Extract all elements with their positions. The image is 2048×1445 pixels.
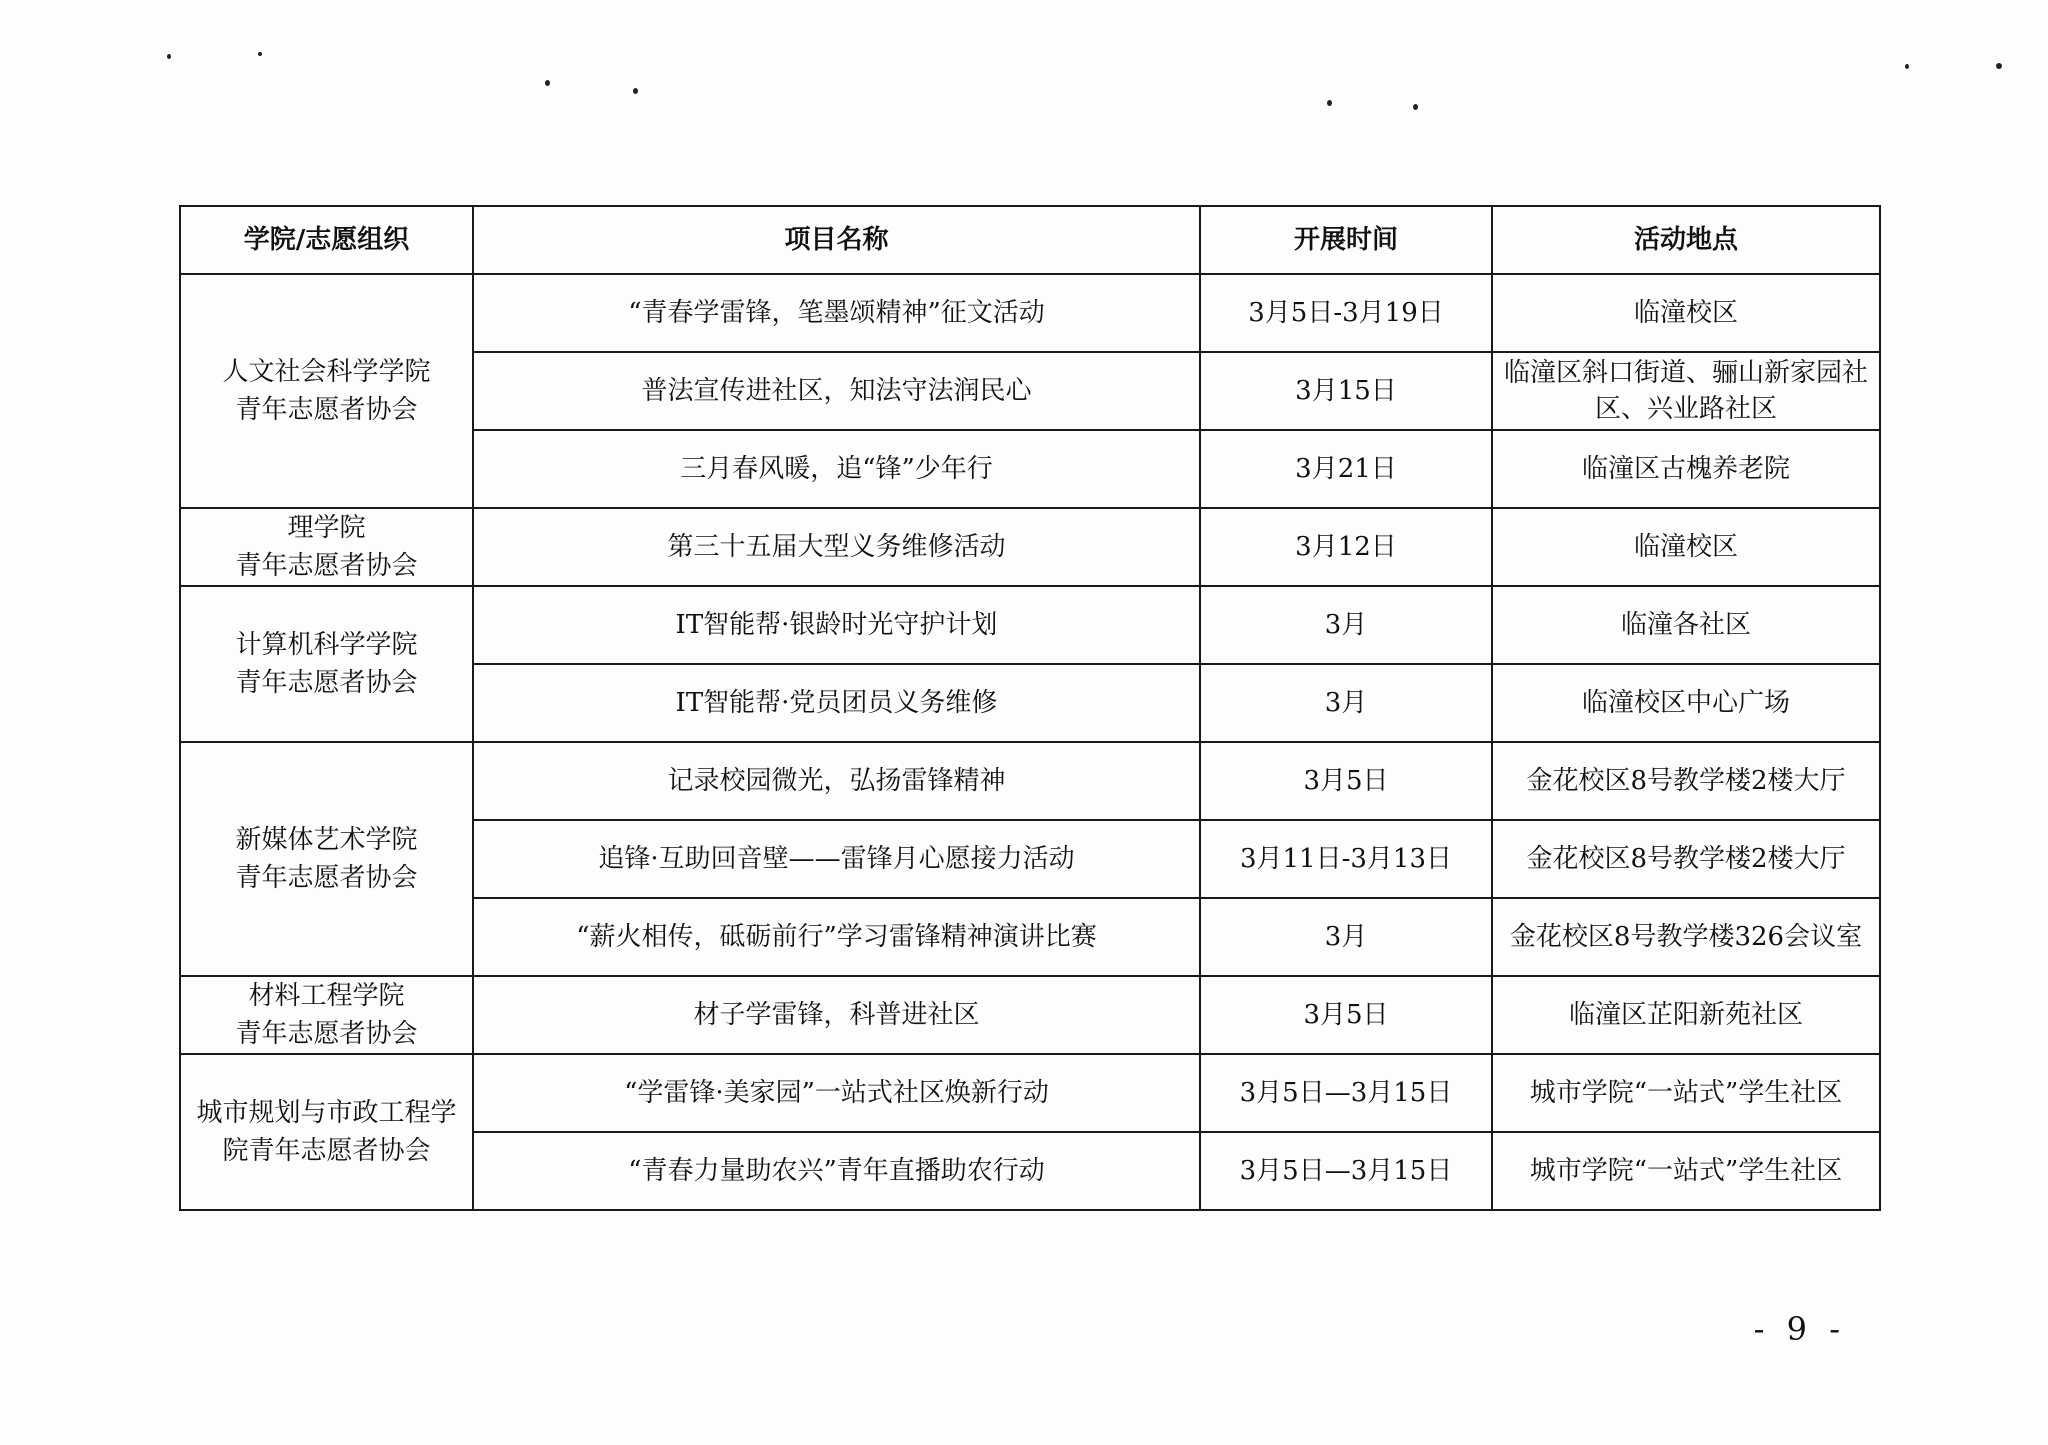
project-cell: 第三十五届大型义务维修活动	[473, 508, 1200, 586]
time-cell: 3月5日	[1200, 742, 1492, 820]
scan-speck	[1327, 100, 1332, 106]
header-time: 开展时间	[1200, 206, 1492, 274]
org-cell: 理学院 青年志愿者协会	[180, 508, 473, 586]
scan-speck	[1996, 63, 2002, 69]
header-project: 项目名称	[473, 206, 1200, 274]
time-cell: 3月5日-3月19日	[1200, 274, 1492, 352]
org-cell: 城市规划与市政工程学院青年志愿者协会	[180, 1054, 473, 1210]
project-cell: 材子学雷锋，科普进社区	[473, 976, 1200, 1054]
place-cell: 城市学院“一站式”学生社区	[1492, 1054, 1880, 1132]
project-cell: 记录校园微光，弘扬雷锋精神	[473, 742, 1200, 820]
org-cell: 材料工程学院 青年志愿者协会	[180, 976, 473, 1054]
time-cell: 3月15日	[1200, 352, 1492, 430]
project-cell: IT智能帮·银龄时光守护计划	[473, 586, 1200, 664]
time-cell: 3月	[1200, 898, 1492, 976]
place-cell: 临潼各社区	[1492, 586, 1880, 664]
place-cell: 临潼区斜口街道、骊山新家园社区、兴业路社区	[1492, 352, 1880, 430]
scan-speck	[1905, 64, 1909, 69]
project-cell: IT智能帮·党员团员义务维修	[473, 664, 1200, 742]
project-cell: “薪火相传，砥砺前行”学习雷锋精神演讲比赛	[473, 898, 1200, 976]
place-cell: 金花校区8号教学楼2楼大厅	[1492, 820, 1880, 898]
time-cell: 3月12日	[1200, 508, 1492, 586]
time-cell: 3月5日—3月15日	[1200, 1132, 1492, 1210]
time-cell: 3月	[1200, 664, 1492, 742]
org-cell: 新媒体艺术学院 青年志愿者协会	[180, 742, 473, 976]
table-row	[180, 586, 1880, 664]
place-cell: 临潼区古槐养老院	[1492, 430, 1880, 508]
time-cell: 3月21日	[1200, 430, 1492, 508]
place-cell: 临潼区芷阳新苑社区	[1492, 976, 1880, 1054]
scan-speck	[545, 80, 550, 86]
project-cell: “青春力量助农兴”青年直播助农行动	[473, 1132, 1200, 1210]
project-cell: 三月春风暖，追“锋”少年行	[473, 430, 1200, 508]
time-cell: 3月5日	[1200, 976, 1492, 1054]
place-cell: 金花校区8号教学楼326会议室	[1492, 898, 1880, 976]
project-cell: “青春学雷锋，笔墨颂精神”征文活动	[473, 274, 1200, 352]
header-place: 活动地点	[1492, 206, 1880, 274]
place-cell: 金花校区8号教学楼2楼大厅	[1492, 742, 1880, 820]
place-cell: 城市学院“一站式”学生社区	[1492, 1132, 1880, 1210]
org-cell: 人文社会科学学院 青年志愿者协会	[180, 274, 473, 508]
time-cell: 3月	[1200, 586, 1492, 664]
place-cell: 临潼校区	[1492, 508, 1880, 586]
scan-speck	[633, 88, 638, 94]
project-cell: 追锋·互助回音壁——雷锋月心愿接力活动	[473, 820, 1200, 898]
time-cell: 3月5日—3月15日	[1200, 1054, 1492, 1132]
table-row	[180, 274, 1880, 352]
page-number: - 9 -	[1753, 1310, 1846, 1348]
place-cell: 临潼校区中心广场	[1492, 664, 1880, 742]
time-cell: 3月11日-3月13日	[1200, 820, 1492, 898]
project-cell: “学雷锋·美家园”一站式社区焕新行动	[473, 1054, 1200, 1132]
table-row	[180, 742, 1880, 820]
scan-speck	[258, 52, 262, 56]
project-cell: 普法宣传进社区，知法守法润民心	[473, 352, 1200, 430]
scan-speck	[167, 54, 171, 59]
table-row	[180, 508, 1880, 586]
activity-table	[179, 205, 1881, 1211]
org-cell: 计算机科学学院 青年志愿者协会	[180, 586, 473, 742]
scan-speck	[1413, 104, 1418, 110]
table-row	[180, 1054, 1880, 1132]
header-row	[180, 206, 1880, 274]
table-row	[180, 976, 1880, 1054]
header-org: 学院/志愿组织	[180, 206, 473, 274]
place-cell: 临潼校区	[1492, 274, 1880, 352]
